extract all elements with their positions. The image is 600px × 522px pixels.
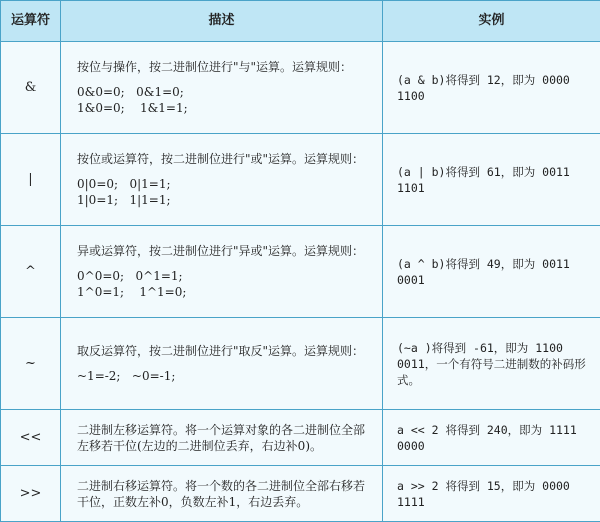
description-text: 按位或运算符，按二进制位进行"或"运算。运算规则： [77, 151, 374, 167]
example-cell: (~a )将得到 -61，即为 1100 0011，一个有符号二进制数的补码形式。 [383, 318, 600, 410]
rule-line: 0|0=0; 0|1=1; [77, 176, 374, 192]
header-row [1, 1, 600, 42]
operator-cell: >> [1, 466, 61, 522]
rule-line: 0^0=0; 0^1=1; [77, 268, 374, 284]
operator-cell: & [1, 42, 61, 134]
rule-line: 1&0=0; 1&1=1; [77, 100, 374, 116]
example-cell: (a ^ b)将得到 49，即为 0011 0001 [383, 226, 600, 318]
operator-cell: ^ [1, 226, 61, 318]
description-cell [61, 42, 383, 134]
description-cell [61, 134, 383, 226]
table-row [1, 134, 600, 226]
example-cell: a << 2 将得到 240，即为 1111 0000 [383, 410, 600, 466]
operator-cell: << [1, 410, 61, 466]
example-cell: a >> 2 将得到 15，即为 0000 1111 [383, 466, 600, 522]
rule-line: 1|0=1; 1|1=1; [77, 192, 374, 208]
example-cell: (a & b)将得到 12，即为 0000 1100 [383, 42, 600, 134]
operator-cell: | [1, 134, 61, 226]
description-cell: 二进制左移运算符。将一个运算对象的各二进制位全部左移若干位(左边的二进制位丢弃，右边补0)。 [61, 410, 383, 466]
header-example: 实例 [383, 1, 600, 42]
header-operator: 运算符 [1, 1, 61, 42]
table-row [1, 318, 600, 410]
description-cell: 二进制右移运算符。将一个数的各二进制位全部右移若干位，正数左补0，负数左补1，右边丢弃。 [61, 466, 383, 522]
description-text: 异或运算符，按二进制位进行"异或"运算。运算规则： [77, 243, 374, 259]
rule-line: ~1=-2; ~0=-1; [77, 368, 374, 384]
example-cell: (a | b)将得到 61，即为 0011 1101 [383, 134, 600, 226]
rule-line: 1^0=1; 1^1=0; [77, 284, 374, 300]
table-row [1, 410, 600, 466]
operator-cell: ~ [1, 318, 61, 410]
description-cell [61, 318, 383, 410]
table-row [1, 466, 600, 522]
description-text: 取反运算符，按二进制位进行"取反"运算。运算规则： [77, 343, 374, 359]
rule-line: 0&0=0; 0&1=0; [77, 84, 374, 100]
description-cell [61, 226, 383, 318]
table-row [1, 42, 600, 134]
header-description: 描述 [61, 1, 383, 42]
description-text: 按位与操作，按二进制位进行"与"运算。运算规则： [77, 59, 374, 75]
table-row [1, 226, 600, 318]
